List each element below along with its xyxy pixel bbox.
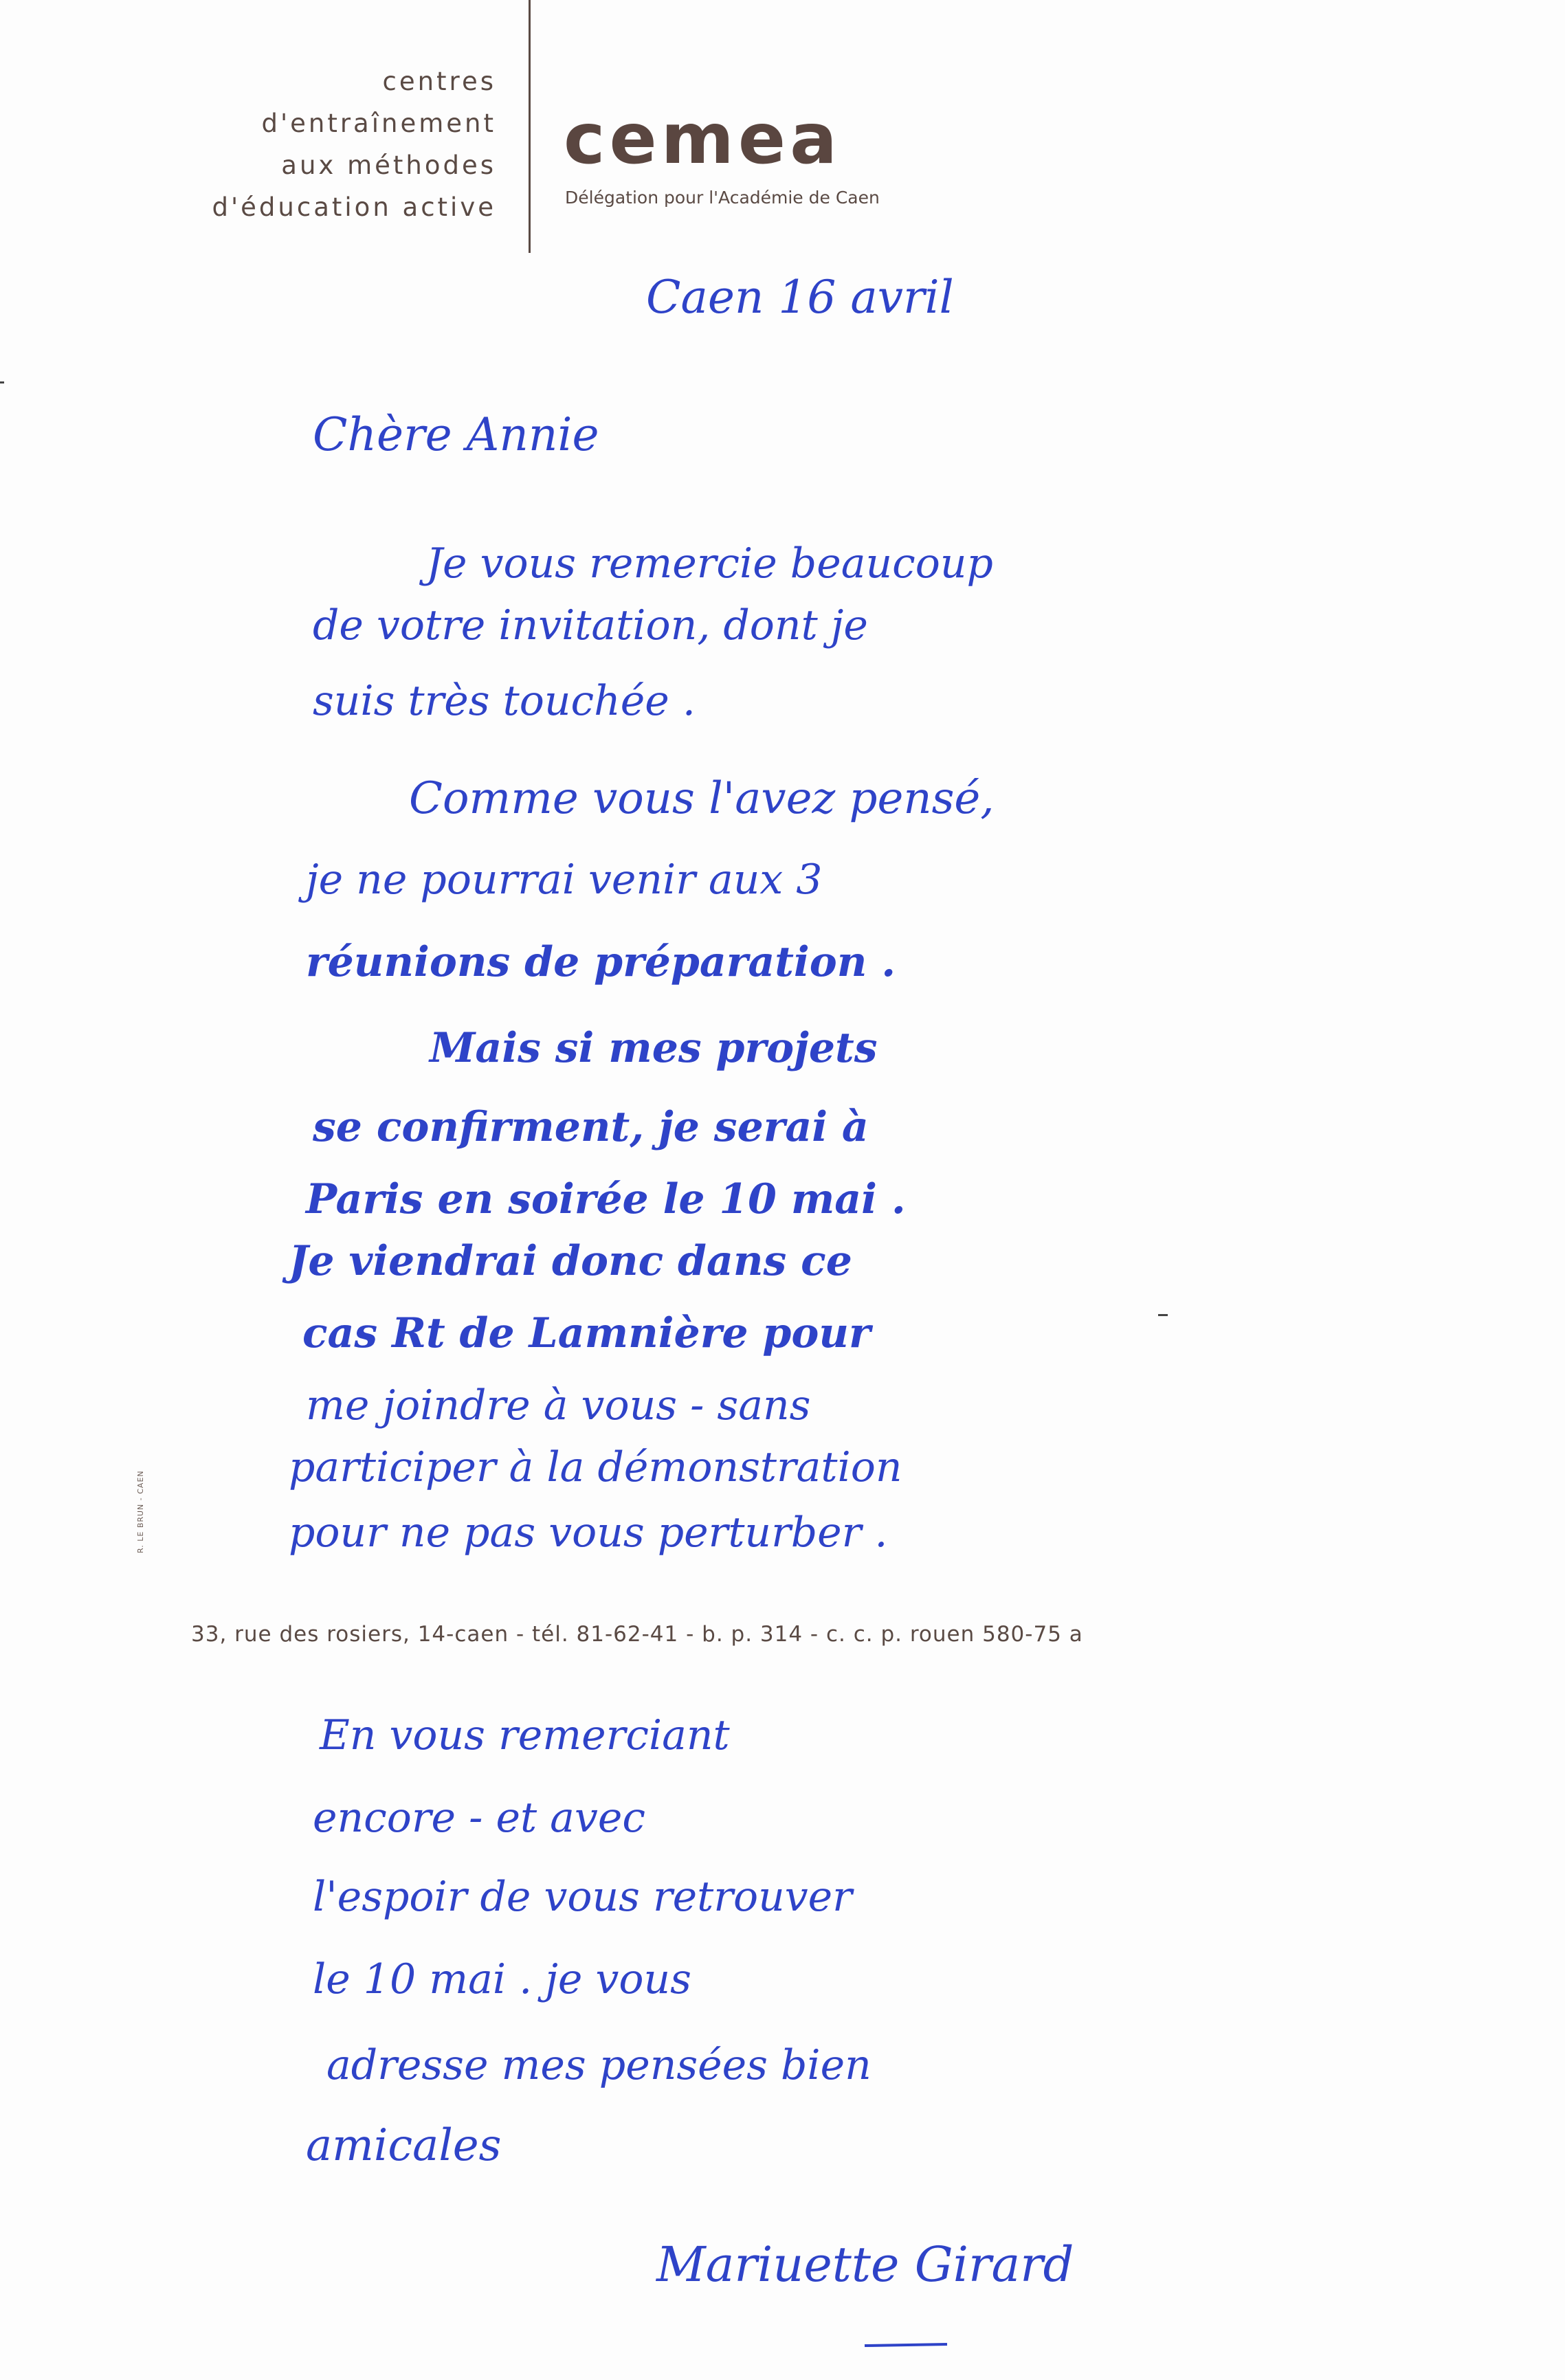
letter-line: le 10 mai . je vous bbox=[313, 1955, 691, 2003]
letter-line: Mais si mes projets bbox=[430, 1024, 878, 1072]
org-line: aux méthodes bbox=[281, 151, 496, 180]
letter-line: je ne pourrai venir aux 3 bbox=[306, 856, 823, 904]
signature: Mariuette Girard bbox=[656, 2236, 1074, 2293]
paper-speck bbox=[1158, 1314, 1168, 1316]
letter-line: encore - et avec bbox=[313, 1794, 645, 1842]
footer-address: 33, rue des rosiers, 14-caen - tél. 81-62-41 - b. p. 314 - c. c. p. rouen 580-75 a bbox=[191, 1622, 1083, 1647]
paper-speck bbox=[0, 381, 4, 383]
letter-line: En vous remerciant bbox=[320, 1711, 730, 1759]
printer-mark-text: R. LE BRUN - CAEN bbox=[136, 1470, 145, 1553]
letter-line: Comme vous l'avez pensé, bbox=[409, 773, 995, 824]
letter-line: adresse mes pensées bien bbox=[326, 2041, 872, 2089]
printer-mark bbox=[122, 1423, 145, 1553]
brand-logo: cemea bbox=[564, 98, 841, 180]
org-line: centres bbox=[382, 67, 496, 96]
letter-line: de votre invitation, dont je bbox=[313, 601, 868, 649]
letterhead-divider bbox=[529, 0, 531, 253]
salutation: Chère Annie bbox=[313, 408, 599, 461]
letter-line: se confirment, je serai à bbox=[313, 1103, 869, 1151]
letter-line: réunions de préparation . bbox=[306, 938, 896, 986]
signature-underline bbox=[865, 2343, 947, 2347]
letter-line: amicales bbox=[306, 2120, 502, 2171]
org-line: d'éducation active bbox=[212, 192, 496, 222]
letter-line: pour ne pas vous perturber . bbox=[289, 1509, 888, 1557]
letter-line: suis très touchée . bbox=[313, 677, 696, 725]
letter-line: Je viendrai donc dans ce bbox=[289, 1237, 852, 1285]
letter-line: cas Rt de Lamnière pour bbox=[302, 1309, 871, 1357]
letter-line: me joindre à vous - sans bbox=[306, 1381, 811, 1430]
letter-line: Paris en soirée le 10 mai . bbox=[306, 1175, 906, 1223]
letter-line: Je vous remercie beaucoup bbox=[426, 540, 993, 588]
organization-name-block bbox=[84, 60, 496, 228]
place-date: Caen 16 avril bbox=[646, 271, 954, 324]
org-line: d'entraînement bbox=[261, 109, 496, 138]
delegation-text: Délégation pour l'Académie de Caen bbox=[565, 188, 880, 208]
letter-line: l'espoir de vous retrouver bbox=[313, 1873, 852, 1921]
letter-line: participer à la démonstration bbox=[289, 1443, 902, 1491]
